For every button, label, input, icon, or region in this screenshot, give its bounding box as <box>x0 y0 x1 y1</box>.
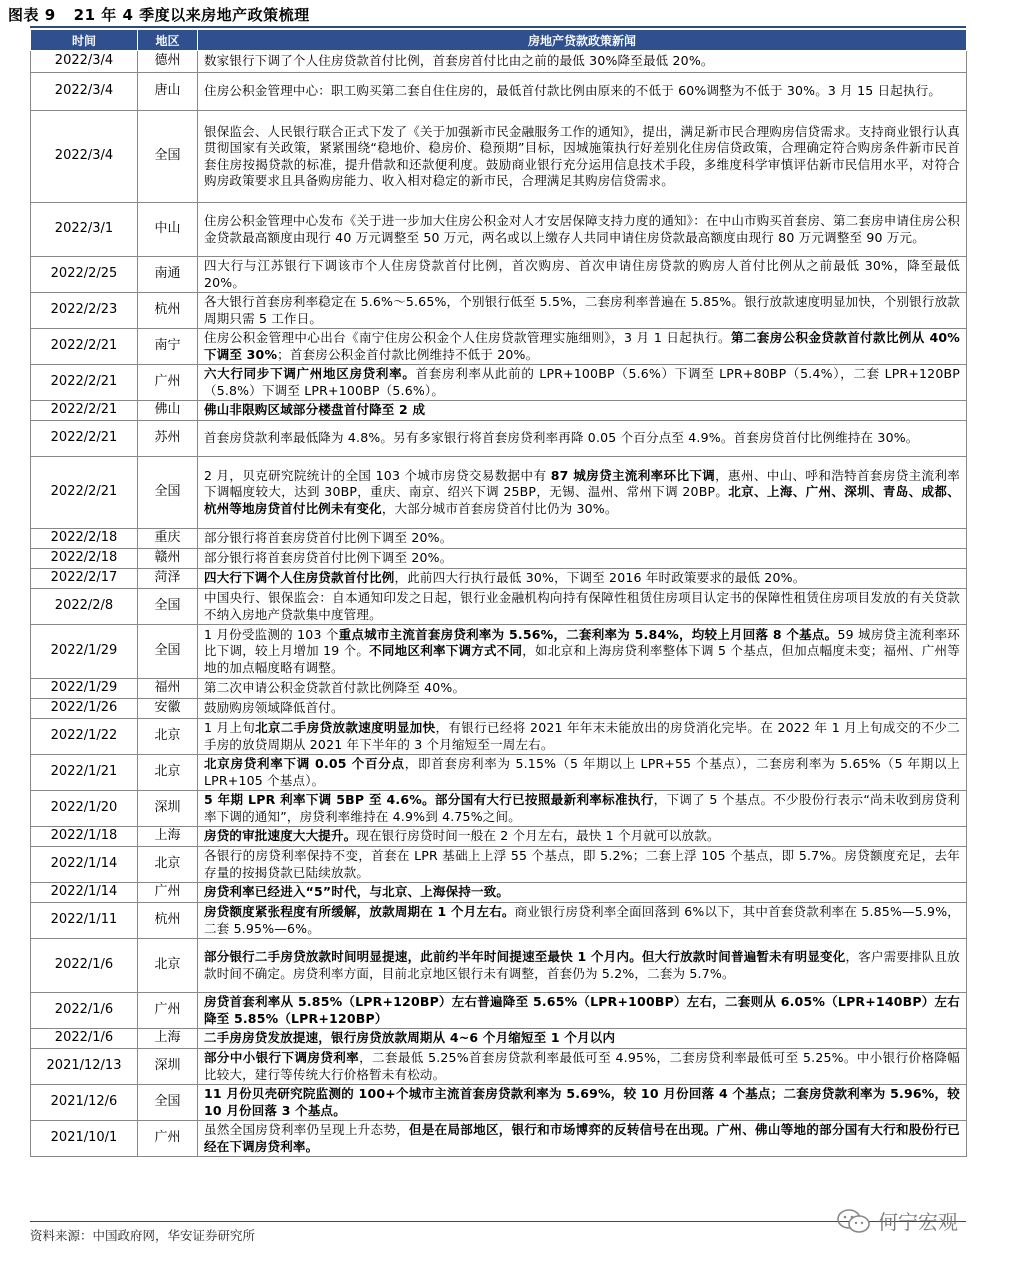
figure-number: 图表 9 <box>8 6 56 24</box>
row-date: 2022/2/21 <box>31 329 138 365</box>
row-news: 部分中小银行下调房贷利率，二套最低 5.25%首套房贷款利率最低可至 4.95%，二套房贷利率最低可至 5.25%。中小银行价格降幅比较大，建行等传统大行价格暂未有松动。 <box>198 1049 967 1085</box>
table-row <box>31 1049 967 1085</box>
row-date: 2022/1/6 <box>31 939 138 993</box>
row-date: 2022/2/21 <box>31 365 138 401</box>
row-date: 2022/1/6 <box>31 993 138 1029</box>
row-news: 房贷的审批速度大大提升。现在银行房贷时间一般在 2 个月左右，最快 1 个月就可以放款。 <box>198 827 967 847</box>
row-region: 广州 <box>138 993 198 1029</box>
figure-title <box>8 4 328 25</box>
row-news: 5 年期 LPR 利率下调 5BP 至 4.6%。部分国有大行已按照最新利率标准执行，下调了 5 个基点。不少股份行表示“尚未收到房贷利率下调的通知”，房贷利率维持在 4.9%到 4.75%之间。 <box>198 791 967 827</box>
row-region: 杭州 <box>138 293 198 329</box>
policy-table <box>30 29 967 1157</box>
table-row <box>31 421 967 457</box>
row-region: 全国 <box>138 625 198 679</box>
row-news: 首套房贷款利率最低降为 4.8%。另有多家银行将首套房贷利率再降 0.05 个百分点至 4.9%。首套房贷首付比例维持在 30%。 <box>198 421 967 457</box>
row-region: 上海 <box>138 827 198 847</box>
table-row <box>31 457 967 529</box>
table-row <box>31 791 967 827</box>
table-header-row <box>31 30 967 51</box>
table-row <box>31 293 967 329</box>
row-region: 广州 <box>138 883 198 903</box>
table-row <box>31 257 967 293</box>
row-date: 2022/1/11 <box>31 903 138 939</box>
row-date: 2022/2/18 <box>31 529 138 549</box>
row-region: 全国 <box>138 1085 198 1121</box>
row-news: 11 月份贝壳研究院监测的 100+个城市主流首套房贷款利率为 5.69%，较 10 月份回落 4 个基点；二套房贷款利率为 5.96%，较 10 月份回落 3 个基点。 <box>198 1085 967 1121</box>
row-date: 2022/1/29 <box>31 625 138 679</box>
header-news: 房地产贷款政策新闻 <box>198 30 967 51</box>
row-date: 2022/2/8 <box>31 589 138 625</box>
row-date: 2022/2/21 <box>31 457 138 529</box>
row-news: 部分银行将首套房贷首付比例下调至 20%。 <box>198 549 967 569</box>
row-region: 赣州 <box>138 549 198 569</box>
row-region: 北京 <box>138 755 198 791</box>
table-row <box>31 993 967 1029</box>
table-row <box>31 699 967 719</box>
row-date: 2022/1/26 <box>31 699 138 719</box>
row-news: 虽然全国房贷利率仍呈现上升态势，但是在局部地区，银行和市场博弈的反转信号在出现。广州、佛山等地的部分国有大行和股份行已经在下调房贷利率。 <box>198 1121 967 1157</box>
top-rule <box>30 26 966 28</box>
row-date: 2022/1/21 <box>31 755 138 791</box>
row-region: 福州 <box>138 679 198 699</box>
row-region: 南通 <box>138 257 198 293</box>
row-region: 德州 <box>138 51 198 73</box>
header-region: 地区 <box>138 30 198 51</box>
row-date: 2022/1/14 <box>31 847 138 883</box>
table-row <box>31 401 967 421</box>
row-news: 房贷利率已经进入“5”时代，与北京、上海保持一致。 <box>198 883 967 903</box>
row-news: 各银行的房贷利率保持不变，首套在 LPR 基础上上浮 55 个基点，即 5.2%；二套上浮 105 个基点，即 5.7%。房贷额度充足，去年存量的按揭贷款已陆续放款。 <box>198 847 967 883</box>
row-date: 2022/2/17 <box>31 569 138 589</box>
row-region: 唐山 <box>138 73 198 111</box>
table-row <box>31 827 967 847</box>
row-date: 2022/1/20 <box>31 791 138 827</box>
table-row <box>31 883 967 903</box>
row-date: 2022/2/21 <box>31 401 138 421</box>
row-date: 2022/3/1 <box>31 203 138 257</box>
table-row <box>31 625 967 679</box>
row-region: 广州 <box>138 365 198 401</box>
row-date: 2022/2/21 <box>31 421 138 457</box>
row-date: 2021/12/13 <box>31 1049 138 1085</box>
row-news: 1 月上旬北京二手房贷放款速度明显加快，有银行已经将 2021 年年末未能放出的房贷消化完毕。在 2022 年 1 月上旬成交的不少二手房的放贷周期从 2021 年下半年的 3 个月缩短至一周左右。 <box>198 719 967 755</box>
row-date: 2022/1/22 <box>31 719 138 755</box>
table-row <box>31 679 967 699</box>
row-news: 鼓励购房领域降低首付。 <box>198 699 967 719</box>
row-date: 2021/12/6 <box>31 1085 138 1121</box>
row-date: 2022/2/18 <box>31 549 138 569</box>
bottom-rule <box>30 1221 966 1222</box>
source-note: 资料来源：中国政府网，华安证券研究所 <box>30 1228 256 1243</box>
row-region: 深圳 <box>138 1049 198 1085</box>
row-news: 数家银行下调了个人住房贷款首付比例，首套房首付比由之前的最低 30%降至最低 20%。 <box>198 51 967 73</box>
table-row <box>31 529 967 549</box>
row-region: 佛山 <box>138 401 198 421</box>
table-row <box>31 73 967 111</box>
row-news: 银保监会、人民银行联合正式下发了《关于加强新市民金融服务工作的通知》，提出，满足新市民合理购房信贷需求。支持商业银行认真贯彻国家有关政策，紧紧围绕“稳地价、稳房价、稳预期”目标，因城施策执行好差别化住房信贷政策，合理确定符合购房条件新市民首套住房按揭贷款的标准，提升借款和还款便利度。鼓励商业银行充分运用信息技术手段，多维度科学审慎评估新市民信用水平，对符合购房政策要求且具备购房能力、收入相对稳定的新市民，合理满足其购房信贷需求。 <box>198 111 967 203</box>
row-region: 杭州 <box>138 903 198 939</box>
row-news: 1 月份受监测的 103 个重点城市主流首套房贷利率为 5.56%，二套利率为 5.84%，均较上月回落 8 个基点。59 城房贷主流利率环比下调，较上月增加 19 个。不同地区利率下调方式不同，如北京和上海房贷利率整体下调 5 个基点，但加点幅度未变；福州、广州等地的加点幅度略有调整。 <box>198 625 967 679</box>
table-row <box>31 847 967 883</box>
table-row <box>31 903 967 939</box>
row-region: 全国 <box>138 111 198 203</box>
row-news: 住房公积金管理中心出台《南宁住房公积金个人住房贷款管理实施细则》，3 月 1 日起执行。第二套房公积金贷款首付款比例从 40%下调至 30%；首套房公积金首付款比例维持不低于 20%。 <box>198 329 967 365</box>
row-news: 二手房房贷发放提速，银行房贷放款周期从 4~6 个月缩短至 1 个月以内 <box>198 1029 967 1049</box>
row-date: 2021/10/1 <box>31 1121 138 1157</box>
row-region: 重庆 <box>138 529 198 549</box>
row-region: 北京 <box>138 847 198 883</box>
row-date: 2022/2/25 <box>31 257 138 293</box>
row-region: 苏州 <box>138 421 198 457</box>
table-row <box>31 111 967 203</box>
table-row <box>31 719 967 755</box>
table-row <box>31 569 967 589</box>
table-row <box>31 939 967 993</box>
row-date: 2022/3/4 <box>31 73 138 111</box>
row-news: 住房公积金管理中心发布《关于进一步加大住房公积金对人才安居保障支持力度的通知》：在中山市购买首套房、第二套房申请住房公积金贷款最高额度由现行 40 万元调整至 50 万元，两名或以上缴存人共同申请住房贷款最高额度由现行 80 万元调整至 90 万元。 <box>198 203 967 257</box>
row-region: 广州 <box>138 1121 198 1157</box>
row-news: 六大行同步下调广州地区房贷利率。首套房利率从此前的 LPR+100BP（5.6%）下调至 LPR+80BP（5.4%），二套 LPR+120BP（5.8%）下调至 LPR+100BP（5.6%）。 <box>198 365 967 401</box>
watermark-text: 何宁宏观 <box>878 1210 958 1234</box>
row-date: 2022/3/4 <box>31 51 138 73</box>
row-region: 上海 <box>138 1029 198 1049</box>
row-region: 南宁 <box>138 329 198 365</box>
table-row <box>31 51 967 73</box>
row-region: 菏泽 <box>138 569 198 589</box>
table-row <box>31 1121 967 1157</box>
row-news: 四大行下调个人住房贷款首付比例，此前四大行执行最低 30%，下调至 2016 年时政策要求的最低 20%。 <box>198 569 967 589</box>
table-row <box>31 203 967 257</box>
table-row <box>31 1029 967 1049</box>
row-date: 2022/1/6 <box>31 1029 138 1049</box>
header-date: 时间 <box>31 30 138 51</box>
row-news: 北京房贷利率下调 0.05 个百分点，即首套房利率为 5.15%（5 年期以上 LPR+55 个基点），二套房利率为 5.65%（5 年期以上 LPR+105 个基点）。 <box>198 755 967 791</box>
table-row <box>31 549 967 569</box>
row-region: 全国 <box>138 589 198 625</box>
table-row <box>31 365 967 401</box>
row-news: 各大银行首套房利率稳定在 5.6%～5.65%，个别银行低至 5.5%，二套房利率普遍在 5.85%。银行放款速度明显加快，个别银行放款周期只需 5 工作日。 <box>198 293 967 329</box>
table-row <box>31 589 967 625</box>
row-date: 2022/1/29 <box>31 679 138 699</box>
row-region: 中山 <box>138 203 198 257</box>
row-date: 2022/3/4 <box>31 111 138 203</box>
row-date: 2022/2/23 <box>31 293 138 329</box>
row-news: 房贷额度紧张程度有所缓解，放款周期在 1 个月左右。商业银行房贷利率全面回落到 6%以下，其中首套贷款利率在 5.85%—5.9%，二套 5.95%—6%。 <box>198 903 967 939</box>
wechat-icon <box>836 1208 872 1234</box>
row-news: 住房公积金管理中心：职工购买第二套自住住房的，最低首付款比例由原来的不低于 60%调整为不低于 30%。3 月 15 日起执行。 <box>198 73 967 111</box>
row-news: 部分银行将首套房贷首付比例下调至 20%。 <box>198 529 967 549</box>
table-row <box>31 1085 967 1121</box>
row-news: 四大行与江苏银行下调该市个人住房贷款首付比例，首次购房、首次申请住房贷款的购房人首付比例从之前最低 30%，降至最低 20%。 <box>198 257 967 293</box>
row-news: 第二次申请公积金贷款首付款比例降至 40%。 <box>198 679 967 699</box>
row-date: 2022/1/18 <box>31 827 138 847</box>
row-region: 北京 <box>138 939 198 993</box>
row-region: 北京 <box>138 719 198 755</box>
table-row <box>31 329 967 365</box>
figure-caption: 21 年 4 季度以来房地产政策梳理 <box>73 6 310 24</box>
table-row <box>31 755 967 791</box>
row-region: 安徽 <box>138 699 198 719</box>
row-news: 2 月，贝克研究院统计的全国 103 个城市房贷交易数据中有 87 城房贷主流利率环比下调，惠州、中山、呼和浩特首套房贷主流利率下调幅度较大，达到 30BP，重庆、南京、绍兴下调 25BP，无锡、温州、常州下调 20BP。北京、上海、广州、深圳、青岛、成都、杭州等地房贷首付比例未有变化，大部分城市首套房贷首付比仍为 30%。 <box>198 457 967 529</box>
row-date: 2022/1/14 <box>31 883 138 903</box>
row-news: 部分银行二手房贷放款时间明显提速，此前约半年时间提速至最快 1 个月内。但大行放款时间普遍暂未有明显变化，客户需要排队且放款时间不确定。房贷利率方面，目前北京地区银行未有调整，首套仍为 5.2%，二套为 5.7%。 <box>198 939 967 993</box>
row-news: 佛山非限购区域部分楼盘首付降至 2 成 <box>198 401 967 421</box>
watermark <box>836 1206 958 1235</box>
row-region: 全国 <box>138 457 198 529</box>
row-news: 房贷首套利率从 5.85%（LPR+120BP）左右普遍降至 5.65%（LPR+100BP）左右，二套则从 6.05%（LPR+140BP）左右降至 5.85%（LPR+120BP） <box>198 993 967 1029</box>
row-news: 中国央行、银保监会：自本通知印发之日起，银行业金融机构向持有保障性租赁住房项目认定书的保障性租赁住房项目发放的有关贷款不纳入房地产贷款集中度管理。 <box>198 589 967 625</box>
row-region: 深圳 <box>138 791 198 827</box>
